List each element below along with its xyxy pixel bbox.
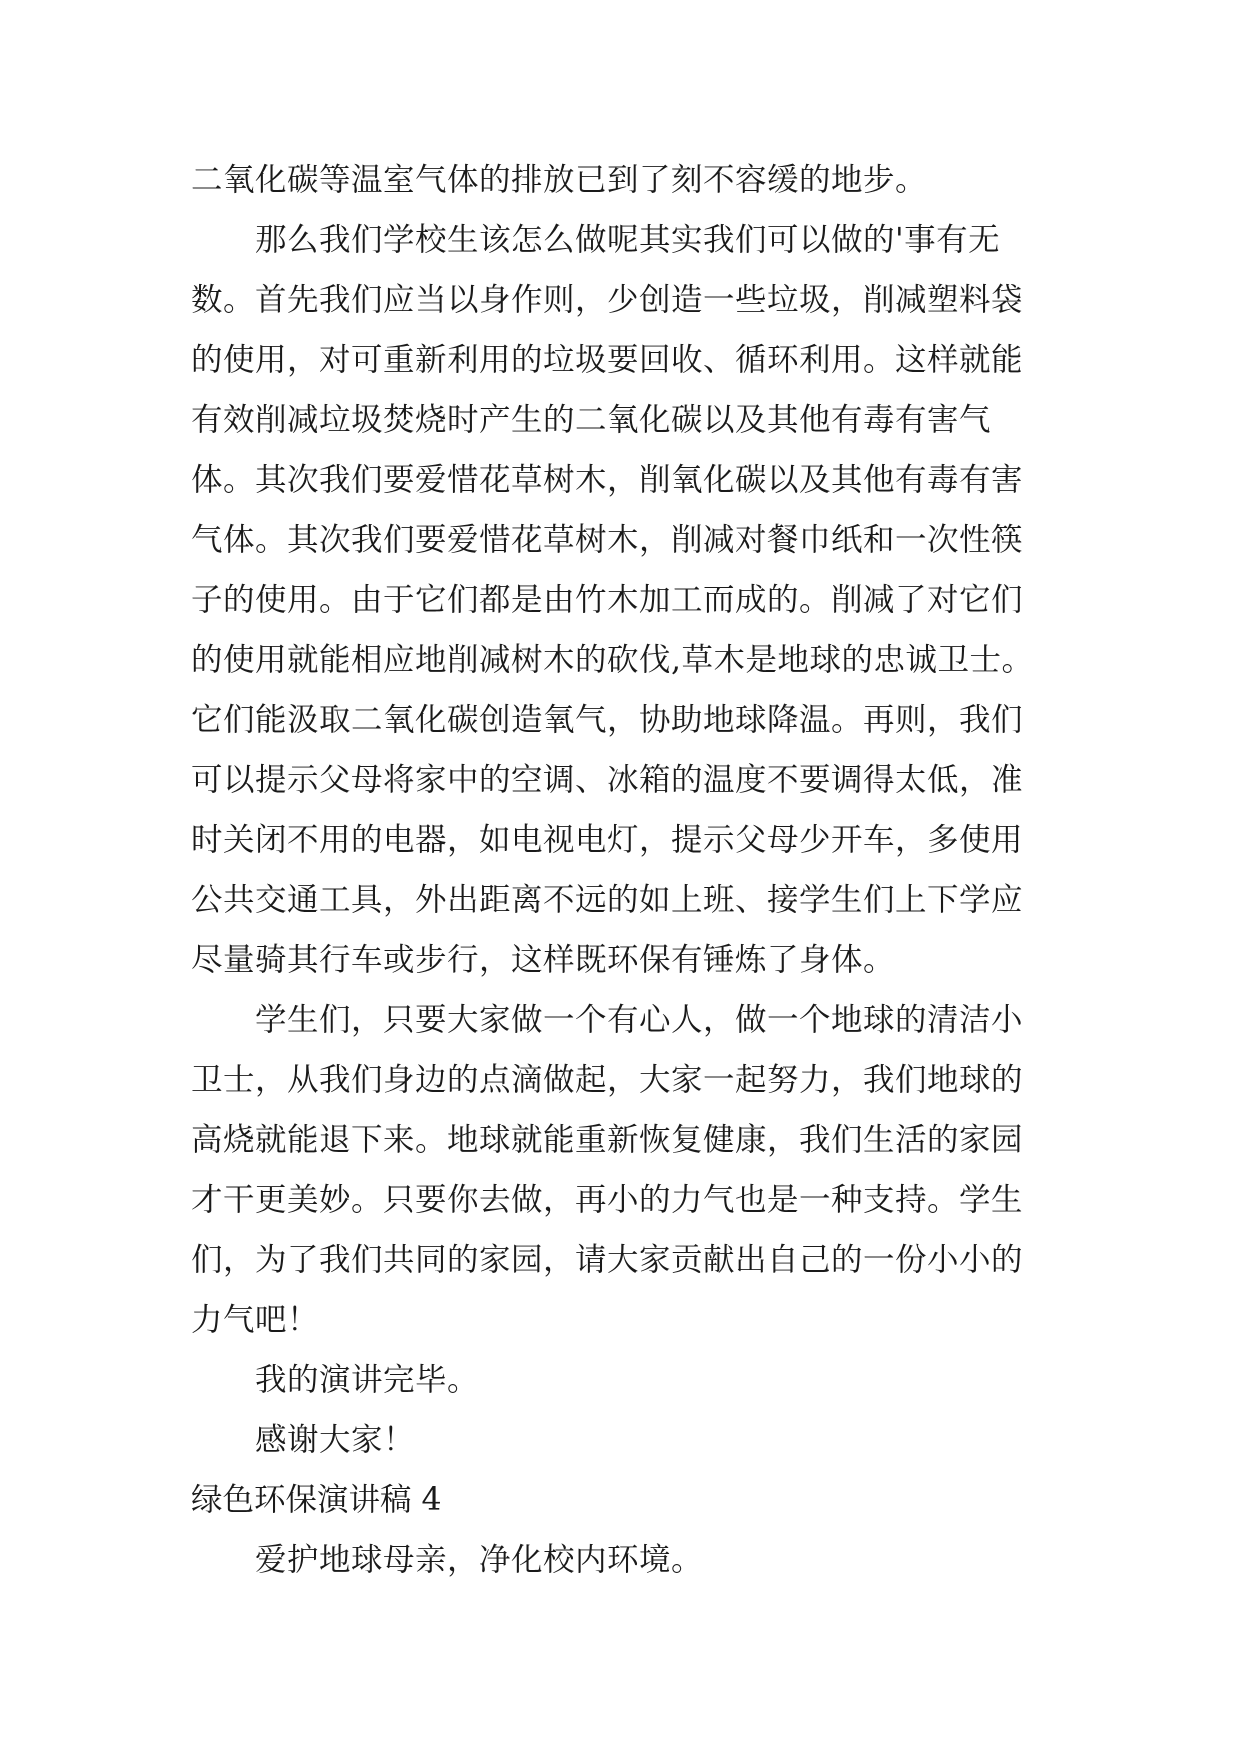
text-line: 二氧化碳等温室气体的排放已到了刻不容缓的地步。 bbox=[191, 162, 928, 198]
text-line: 的使用就能相应地削减树木的砍伐,草木是地球的忠诚卫士。 bbox=[191, 642, 1034, 678]
text-line: 们，为了我们共同的家园，请大家贡献出自己的一份小小的 bbox=[191, 1242, 1024, 1278]
text-line: 尽量骑其行车或步行，这样既环保有锤炼了身体。 bbox=[191, 942, 896, 978]
text-line: 爱护地球母亲，净化校内环境。 bbox=[255, 1542, 704, 1578]
text-line: 它们能汲取二氧化碳创造氧气，协助地球降温。再则，我们 bbox=[191, 702, 1024, 738]
text-line: 气体。其次我们要爱惜花草树木，削减对餐巾纸和一次性筷 bbox=[191, 522, 1024, 558]
text-line: 那么我们学校生该怎么做呢其实我们可以做的'事有无 bbox=[255, 222, 1001, 258]
text-line: 的使用，对可重新利用的垃圾要回收、循环利用。这样就能 bbox=[191, 342, 1024, 378]
text-line: 学生们，只要大家做一个有心人，做一个地球的清洁小 bbox=[255, 1002, 1024, 1038]
text-line: 体。其次我们要爱惜花草树木，削氧化碳以及其他有毒有害 bbox=[191, 462, 1024, 498]
text-line: 公共交通工具，外出距离不远的如上班、接学生们上下学应 bbox=[191, 882, 1024, 918]
document-page bbox=[191, 150, 1061, 1590]
text-line: 高烧就能退下来。地球就能重新恢复健康，我们生活的家园 bbox=[191, 1122, 1024, 1158]
text-line: 子的使用。由于它们都是由竹木加工而成的。削减了对它们 bbox=[191, 582, 1024, 618]
text-line: 卫士，从我们身边的点滴做起，大家一起努力，我们地球的 bbox=[191, 1062, 1024, 1098]
closing-line: 我的演讲完毕。 bbox=[255, 1362, 480, 1398]
text-line: 可以提示父母将家中的空调、冰箱的温度不要调得太低，准 bbox=[191, 762, 1024, 798]
text-line: 时关闭不用的电器，如电视电灯，提示父母少开车，多使用 bbox=[191, 822, 1024, 858]
closing-line: 感谢大家！ bbox=[255, 1422, 416, 1458]
text-line: 才干更美妙。只要你去做，再小的力气也是一种支持。学生 bbox=[191, 1182, 1024, 1218]
text-line: 有效削减垃圾焚烧时产生的二氧化碳以及其他有毒有害气 bbox=[191, 402, 992, 438]
text-line: 力气吧！ bbox=[191, 1302, 320, 1338]
text-line: 数。首先我们应当以身作则，少创造一些垃圾，削减塑料袋 bbox=[191, 282, 1024, 318]
section-title: 绿色环保演讲稿 4 bbox=[191, 1482, 442, 1518]
